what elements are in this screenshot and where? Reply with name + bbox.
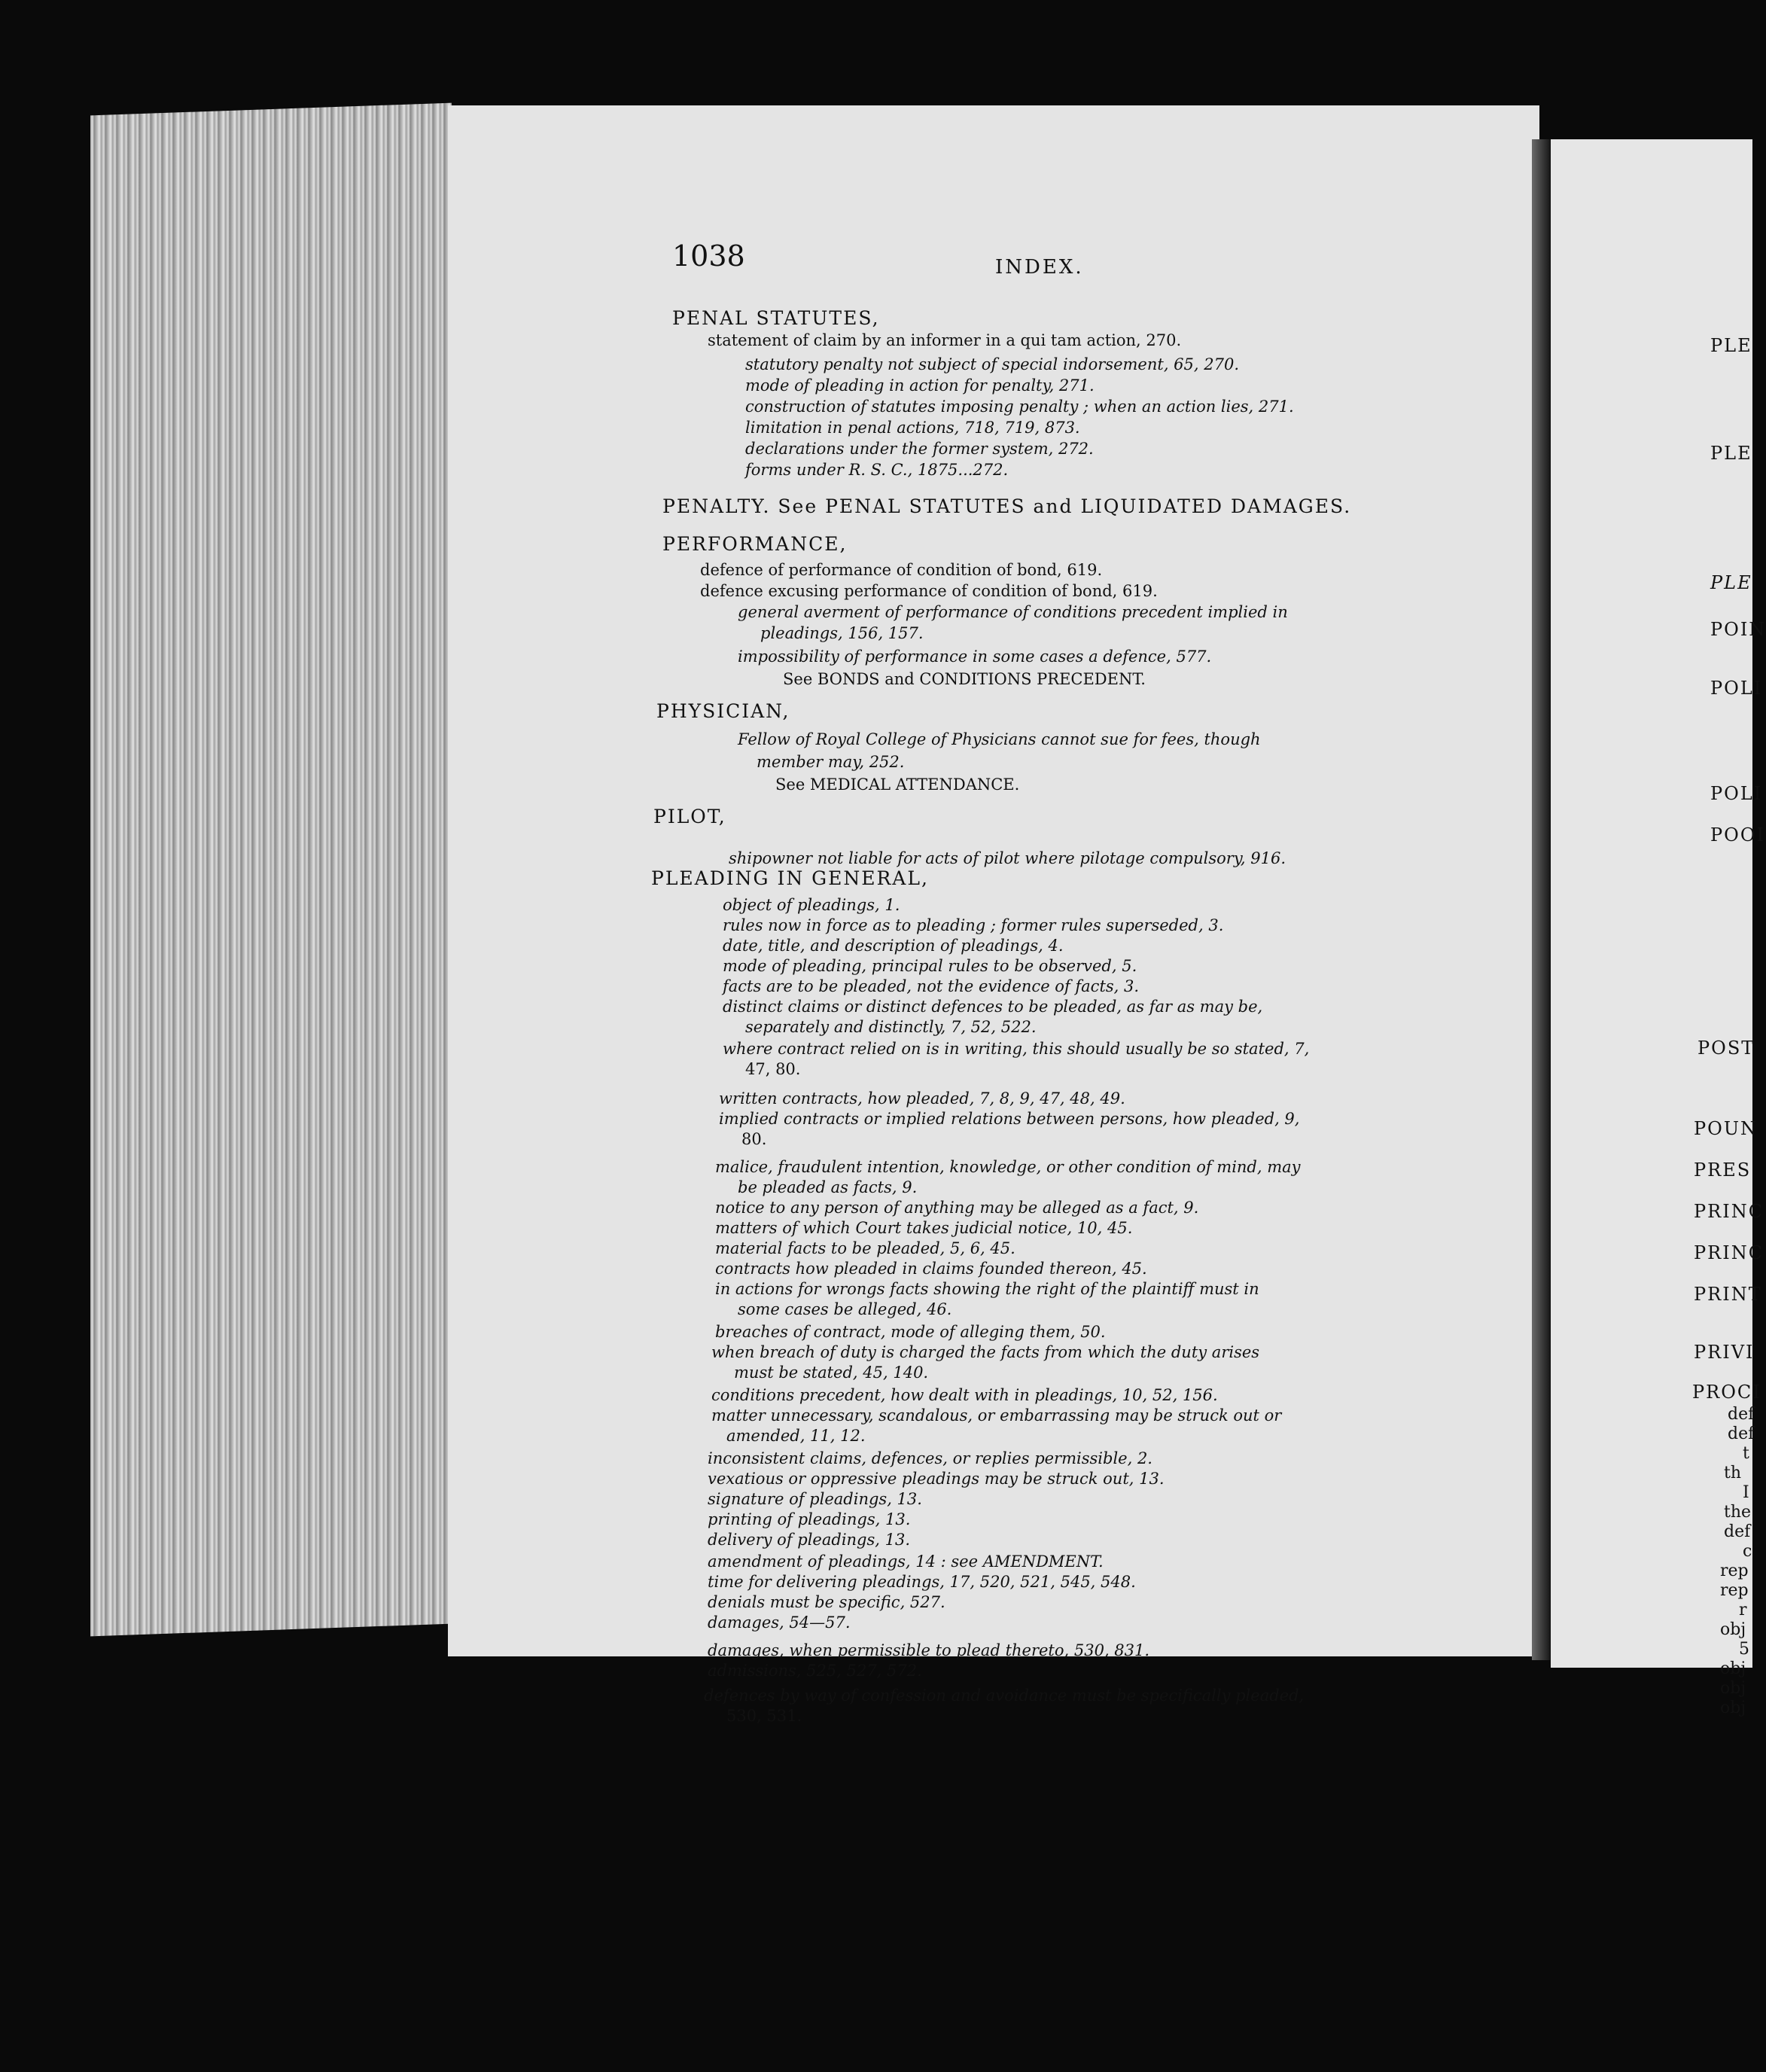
entry-line: malice, fraudulent intention, knowledge, or other condition of mind, may: [715, 1158, 1301, 1176]
right-page-line: 5: [1739, 1640, 1749, 1659]
entry-line: conditions precedent, how dealt with in pleadings, 10, 52, 156.: [711, 1386, 1218, 1404]
entry-line: must be stated, 45, 140.: [734, 1364, 929, 1382]
entry-line: distinct claims or distinct defences to be pleaded, as far as may be,: [723, 998, 1263, 1016]
entry-heading: PENAL STATUTES,: [672, 307, 880, 329]
entry-line: matters of which Court takes judicial notice, 10, 45.: [715, 1219, 1133, 1237]
page-number: 1038: [672, 239, 745, 273]
entry-line: breaches of contract, mode of alleging them, 50.: [715, 1323, 1106, 1341]
entry-line: in actions for wrongs facts showing the right of the plaintiff must in: [715, 1280, 1259, 1298]
entry-line: matter unnecessary, scandalous, or embarrassing may be struck out or: [711, 1406, 1282, 1424]
entry-line: some cases be alleged, 46.: [738, 1300, 952, 1318]
entry-line: object of pleadings, 1.: [723, 896, 900, 914]
right-page-line: the: [1724, 1503, 1752, 1522]
entry-line: damages, 54—57.: [708, 1613, 851, 1632]
entry-line: written contracts, how pleaded, 7, 8, 9, 47, 48, 49.: [719, 1089, 1125, 1108]
entry-heading: PILOT,: [653, 806, 726, 827]
right-page-heading: PLE: [1710, 335, 1752, 356]
entry-line: shipowner not liable for acts of pilot where pilotage compulsory, 916.: [729, 849, 1286, 867]
entry-line: vexatious or oppressive pleadings may be struck out, 13.: [708, 1470, 1165, 1488]
entry-line: defence of performance of condition of bond, 619.: [700, 561, 1103, 579]
right-page-heading: POST: [1697, 1038, 1755, 1059]
book-gutter: [1532, 139, 1550, 1660]
right-page-heading: PRINT: [1694, 1284, 1762, 1305]
book-page-edges: [90, 103, 452, 1637]
entry-line: printing of pleadings, 13.: [708, 1510, 911, 1528]
right-page-heading: POIN: [1710, 619, 1766, 640]
right-page-line: obj: [1720, 1679, 1746, 1698]
entry-line: separately and distinctly, 7, 52, 522.: [745, 1018, 1037, 1036]
entry-line: forms under R. S. C., 1875...272.: [745, 461, 1009, 479]
page-title: INDEX.: [995, 256, 1084, 279]
entry-heading: PLEADING IN GENERAL,: [651, 867, 929, 889]
right-page-heading: PRES: [1694, 1159, 1752, 1181]
right-page-line: obj: [1720, 1620, 1746, 1639]
right-page-line: def: [1724, 1522, 1751, 1541]
entry-line: admissions, 525, 527, 572.: [708, 1662, 922, 1680]
entry-line: mode of pleading, principal rules to be observed, 5.: [723, 957, 1137, 975]
right-page-heading: PRINC: [1694, 1201, 1764, 1222]
entry-heading: PERFORMANCE,: [662, 533, 848, 555]
right-page-line: I: [1743, 1483, 1749, 1502]
entry-line: impossibility of performance in some cases a defence, 577.: [738, 648, 1212, 666]
entry-heading: PENALTY. See PENAL STATUTES and LIQUIDATED DAMAGES.: [662, 495, 1352, 517]
entry-line: inconsistent claims, defences, or replies permissible, 2.: [708, 1449, 1152, 1467]
right-page-heading: POUN: [1694, 1118, 1758, 1139]
entry-line: See MEDICAL ATTENDANCE.: [775, 775, 1020, 794]
right-page-line: def: [1728, 1424, 1755, 1443]
entry-line: 530, 531.: [726, 1707, 802, 1725]
entry-line: pleadings, 156, 157.: [760, 624, 924, 642]
right-page-line: r: [1739, 1601, 1747, 1620]
right-page-line: rep: [1720, 1581, 1749, 1600]
right-page: [1551, 139, 1755, 1668]
entry-line: denials must be specific, 527.: [708, 1593, 945, 1611]
entry-line: where contract relied on is in writing, this should usually be so stated, 7,: [723, 1040, 1310, 1058]
entry-line: construction of statutes imposing penalty ; when an action lies, 271.: [745, 398, 1294, 416]
entry-line: Fellow of Royal College of Physicians cannot sue for fees, though: [738, 730, 1261, 748]
right-page-heading: PRINC: [1694, 1242, 1764, 1263]
entry-line: 47, 80.: [745, 1060, 801, 1078]
entry-line: limitation in penal actions, 718, 719, 873.: [745, 419, 1080, 437]
right-page-heading: PRIVI: [1694, 1342, 1755, 1363]
right-page-line: obj: [1720, 1699, 1746, 1717]
right-page-line: c: [1743, 1542, 1752, 1561]
entry-line: rules now in force as to pleading ; former rules superseded, 3.: [723, 916, 1224, 934]
right-page-line: obj: [1720, 1659, 1746, 1678]
entry-line: delivery of pleadings, 13.: [708, 1531, 911, 1549]
entry-line: statutory penalty not subject of special indorsement, 65, 270.: [745, 355, 1239, 373]
right-page-heading: PLE: [1710, 572, 1752, 593]
right-page-line: t: [1743, 1444, 1749, 1463]
entry-line: defence excusing performance of condition of bond, 619.: [700, 582, 1158, 600]
entry-line: notice to any person of anything may be alleged as a fact, 9.: [715, 1199, 1199, 1217]
entry-line: defences by way of confession and avoidance must be specifically pleaded,: [704, 1687, 1305, 1705]
right-page-heading: PLE: [1710, 443, 1752, 464]
entry-line: signature of pleadings, 13.: [708, 1490, 922, 1508]
right-page-heading: POOI: [1710, 824, 1765, 846]
entry-line: mode of pleading in action for penalty, 271.: [745, 376, 1095, 395]
entry-line: material facts to be pleaded, 5, 6, 45.: [715, 1239, 1015, 1257]
entry-line: general averment of performance of conditions precedent implied in: [738, 603, 1288, 621]
right-page-line: th: [1724, 1464, 1742, 1482]
entry-line: date, title, and description of pleadings, 4.: [723, 937, 1064, 955]
entry-line: facts are to be pleaded, not the evidence of facts, 3.: [723, 977, 1140, 995]
entry-line: declarations under the former system, 272.: [745, 440, 1094, 458]
entry-line: time for delivering pleadings, 17, 520, 521, 545, 548.: [708, 1573, 1136, 1591]
entry-line: 80.: [741, 1130, 767, 1148]
entry-line: amended, 11, 12.: [726, 1427, 866, 1445]
right-page-line: rep: [1720, 1562, 1749, 1580]
entry-line: amendment of pleadings, 14 : see AMENDMENT.: [708, 1552, 1104, 1571]
right-page-heading: POLI: [1710, 678, 1763, 699]
entry-line: contracts how pleaded in claims founded thereon, 45.: [715, 1260, 1147, 1278]
entry-line: statement of claim by an informer in a qui tam action, 270.: [708, 331, 1182, 349]
right-page-heading: PROCI: [1692, 1382, 1761, 1403]
entry-line: member may, 252.: [757, 753, 905, 771]
right-page-line: def: [1728, 1405, 1755, 1424]
entry-line: implied contracts or implied relations between persons, how pleaded, 9,: [719, 1110, 1300, 1128]
entry-line: damages, when permissible to plead thereto, 530, 831.: [708, 1641, 1150, 1659]
right-page-heading: POLI: [1710, 783, 1763, 804]
entry-line: be pleaded as facts, 9.: [738, 1178, 918, 1196]
entry-heading: PHYSICIAN,: [656, 700, 790, 722]
entry-line: when breach of duty is charged the facts from which the duty arises: [711, 1343, 1260, 1361]
entry-line: See BONDS and CONDITIONS PRECEDENT.: [783, 670, 1146, 688]
